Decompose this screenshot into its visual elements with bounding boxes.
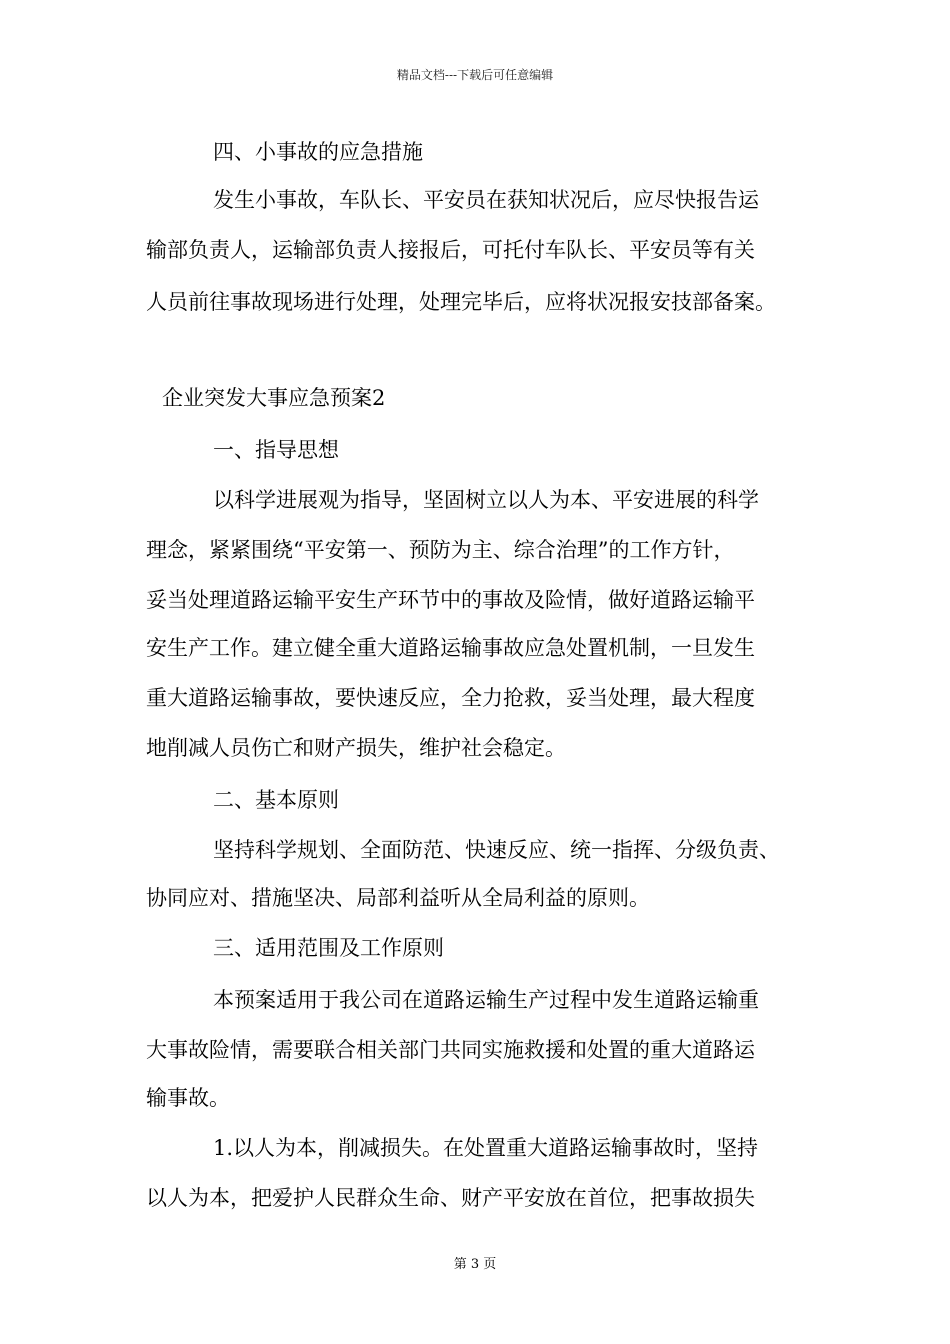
paragraph-line: 以人为本，把爱护人民群众生命、财产平安放在首位，把事故损失 bbox=[146, 1186, 755, 1210]
paragraph-line: 地削减人员伤亡和财产损失，维护社会稳定。 bbox=[146, 736, 566, 760]
paragraph-line: 坚持科学规划、全面防范、快速反应、统一指挥、分级负责、 bbox=[213, 838, 780, 862]
paragraph-line: 1.以人为本，削减损失。在处置重大道路运输事故时，坚持 bbox=[213, 1136, 759, 1160]
section-heading-2: 二、基本原则 bbox=[213, 788, 339, 812]
page-header: 精品文档---下载后可任意编辑 bbox=[396, 68, 554, 82]
paragraph-line: 输事故。 bbox=[146, 1086, 230, 1110]
document-title: 企业突发大事应急预案2 bbox=[162, 386, 386, 410]
paragraph-line: 发生小事故，车队长、平安员在获知状况后，应尽快报告运 bbox=[213, 188, 759, 212]
paragraph-line: 协同应对、措施坚决、局部利益听从全局利益的原则。 bbox=[146, 886, 650, 910]
paragraph-line: 理念，紧紧围绕“平安第一、预防为主、综合治理”的工作方针， bbox=[146, 538, 735, 562]
paragraph-line: 安生产工作。建立健全重大道路运输事故应急处置机制，一旦发生 bbox=[146, 636, 755, 660]
paragraph-line: 重大道路运输事故，要快速反应，全力抢救，妥当处理，最大程度 bbox=[146, 686, 755, 710]
page-number: 第 3 页 bbox=[453, 1257, 497, 1272]
section-heading-4: 四、小事故的应急措施 bbox=[213, 140, 423, 164]
paragraph-line: 本预案适用于我公司在道路运输生产过程中发生道路运输重 bbox=[213, 988, 759, 1012]
paragraph-line: 人员前往事故现场进行处理，处理完毕后，应将状况报安技部备案。 bbox=[146, 290, 776, 314]
paragraph-line: 妥当处理道路运输平安生产环节中的事故及险情，做好道路运输平 bbox=[146, 588, 755, 612]
paragraph-line: 输部负责人，运输部负责人接报后，可托付车队长、平安员等有关 bbox=[146, 238, 755, 262]
paragraph-line: 大事故险情，需要联合相关部门共同实施救援和处置的重大道路运 bbox=[146, 1038, 755, 1062]
paragraph-line: 以科学进展观为指导，坚固树立以人为本、平安进展的科学 bbox=[213, 488, 759, 512]
section-heading-1: 一、指导思想 bbox=[213, 438, 339, 462]
section-heading-3: 三、适用范围及工作原则 bbox=[213, 936, 444, 960]
